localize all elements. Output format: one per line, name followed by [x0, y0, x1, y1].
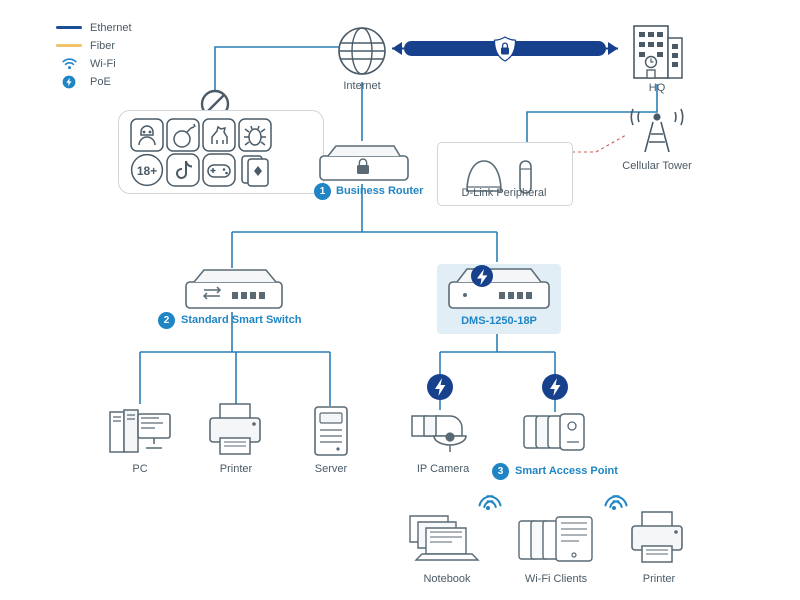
legend-label: PoE	[90, 75, 111, 88]
smart-switch-label: Standard Smart Switch	[181, 314, 302, 326]
wifi-icon	[603, 493, 629, 518]
hacker-icon	[131, 119, 163, 151]
bomb-icon	[167, 119, 199, 151]
adult-content-icon	[132, 155, 163, 186]
wifi-clients-label: Wi-Fi Clients	[524, 573, 588, 585]
access-point-badge: 3	[492, 463, 509, 480]
hq-label: HQ	[648, 82, 666, 94]
ip-camera-node[interactable]	[408, 410, 478, 461]
gambling-icon	[242, 156, 268, 186]
hq-node[interactable]	[630, 22, 686, 87]
poe-bolt-icon	[471, 265, 493, 287]
server-label: Server	[314, 463, 348, 475]
vpn-shield-lock-icon	[495, 37, 516, 61]
wifi-clients-node[interactable]	[518, 515, 594, 568]
business-router-node[interactable]	[320, 140, 408, 189]
poe-switch-node[interactable]	[449, 264, 549, 319]
switch-badge: 2	[158, 312, 175, 329]
internet-node[interactable]	[337, 24, 387, 85]
vpn-tunnel	[390, 36, 620, 67]
blocked-threats-box	[118, 110, 324, 194]
printer-left-label: Printer	[219, 463, 253, 475]
legend-label: Fiber	[90, 39, 116, 52]
internet-label: Internet	[343, 80, 381, 92]
printer-right-node[interactable]	[628, 512, 690, 571]
legend-label: Ethernet	[90, 21, 132, 34]
poe-switch-label: DMS-1250-18P	[461, 315, 537, 327]
printer-right-label: Printer	[642, 573, 676, 585]
gaming-icon	[203, 154, 235, 186]
bug-icon	[239, 119, 271, 151]
trojan-horse-icon	[203, 119, 235, 151]
server-node[interactable]	[314, 406, 348, 461]
notebook-label: Notebook	[423, 573, 471, 585]
peripheral-label: D-Link Peripheral	[461, 187, 547, 199]
social-media-icon	[167, 154, 199, 186]
cell-tower-node[interactable]	[629, 108, 685, 159]
svg-text:18+: 18+	[136, 164, 158, 178]
access-point-node[interactable]	[523, 412, 589, 459]
router-label: Business Router	[336, 185, 424, 197]
printer-left-node[interactable]	[206, 404, 268, 463]
smart-switch-node[interactable]	[186, 266, 282, 317]
cell-tower-label: Cellular Tower	[622, 160, 692, 172]
pc-label: PC	[132, 463, 148, 475]
router-badge: 1	[314, 183, 331, 200]
legend-label: Wi-Fi	[90, 57, 116, 70]
pc-node[interactable]	[110, 406, 172, 463]
access-point-label: Smart Access Point	[515, 465, 618, 477]
ip-camera-label: IP Camera	[416, 463, 470, 475]
notebook-node[interactable]	[408, 512, 484, 569]
poe-icon	[426, 373, 454, 406]
poe-icon	[541, 373, 569, 406]
